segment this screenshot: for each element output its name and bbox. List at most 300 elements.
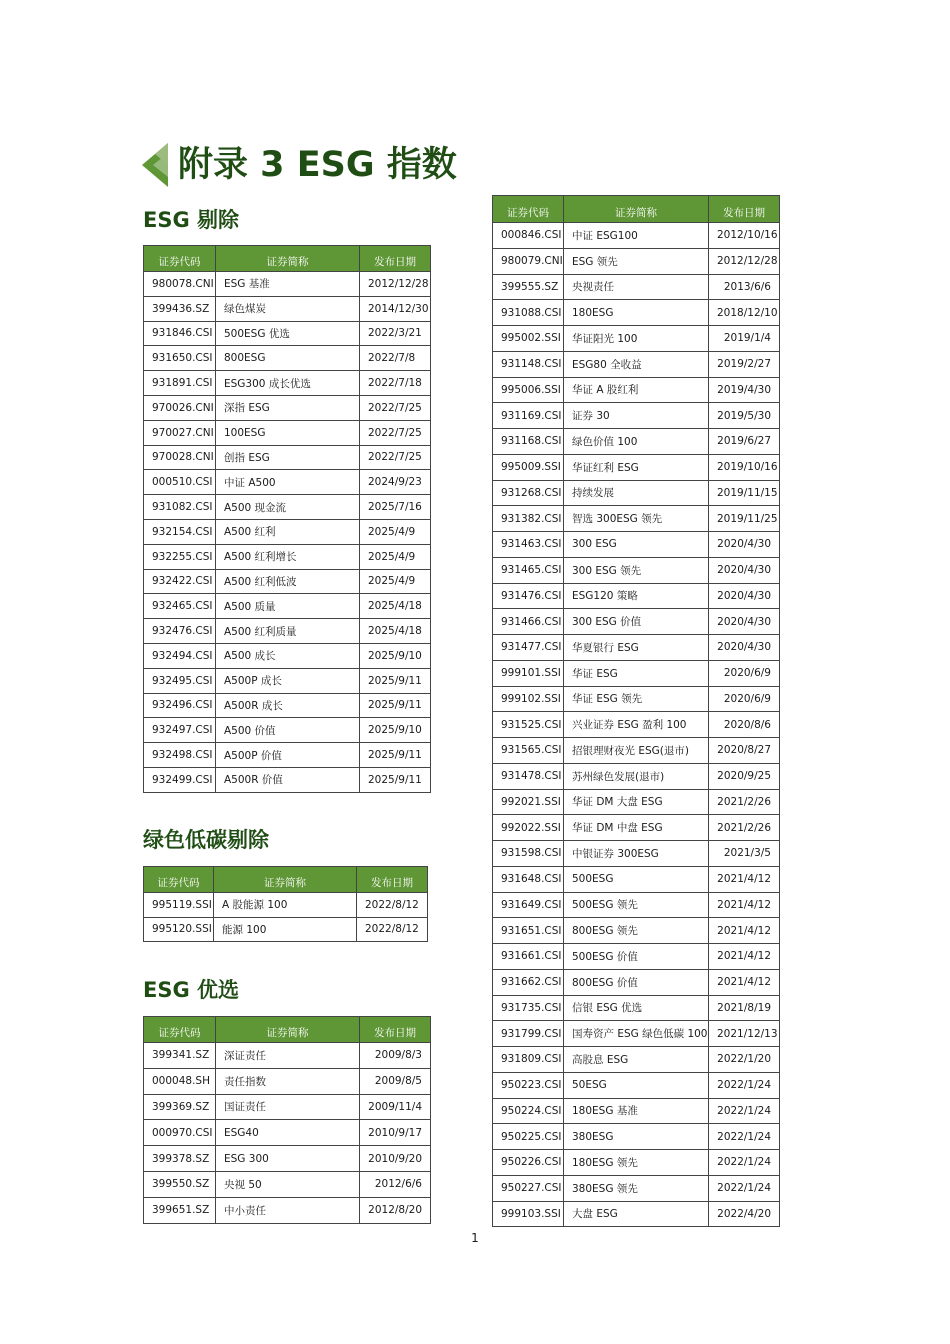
- cell-name: 国寿资产 ESG 绿色低碳 100: [564, 1021, 709, 1047]
- cell-name: 中小责任: [216, 1197, 360, 1223]
- cell-code: 399550.SZ: [144, 1171, 216, 1197]
- cell-date: 2025/4/18: [360, 594, 431, 619]
- cell-date: 2025/9/11: [360, 767, 431, 792]
- cell-date: 2021/4/12: [709, 918, 780, 944]
- cell-date: 2020/9/25: [709, 763, 780, 789]
- cell-code: 950224.CSI: [493, 1098, 564, 1124]
- table-header-row: [144, 867, 428, 893]
- table-row: [144, 1094, 431, 1120]
- logo-chevron-icon: [142, 143, 168, 187]
- cell-date: 2025/4/9: [360, 544, 431, 569]
- column-header-code: 证券代码: [144, 246, 216, 272]
- column-header-code: 证券代码: [144, 1017, 216, 1043]
- cell-code: 931799.CSI: [493, 1021, 564, 1047]
- cell-date: 2019/10/16: [709, 454, 780, 480]
- cell-code: 950227.CSI: [493, 1175, 564, 1201]
- table-row: [493, 763, 780, 789]
- table-row: [144, 495, 431, 520]
- cell-name: 信银 ESG 优选: [564, 995, 709, 1021]
- cell-name: 深指 ESG: [216, 395, 360, 420]
- cell-date: 2012/6/6: [360, 1171, 431, 1197]
- cell-name: 华证 DM 中盘 ESG: [564, 815, 709, 841]
- table-row: [144, 395, 431, 420]
- table-row: [493, 274, 780, 300]
- cell-code: 950225.CSI: [493, 1124, 564, 1150]
- cell-code: 980079.CNI: [493, 248, 564, 274]
- cell-date: 2020/6/9: [709, 686, 780, 712]
- cell-date: 2021/8/19: [709, 995, 780, 1021]
- cell-date: 2009/11/4: [360, 1094, 431, 1120]
- cell-code: 932496.CSI: [144, 693, 216, 718]
- cell-date: 2010/9/20: [360, 1146, 431, 1172]
- cell-date: 2012/8/20: [360, 1197, 431, 1223]
- cell-name: 中银证券 300ESG: [564, 841, 709, 867]
- cell-date: 2022/8/12: [357, 893, 428, 918]
- table-row: [493, 1098, 780, 1124]
- cell-code: 931662.CSI: [493, 969, 564, 995]
- cell-code: 931088.CSI: [493, 300, 564, 326]
- cell-code: 931148.CSI: [493, 351, 564, 377]
- cell-name: A500 质量: [216, 594, 360, 619]
- page-number: 1: [471, 1231, 479, 1245]
- cell-code: 000970.CSI: [144, 1120, 216, 1146]
- cell-code: 995002.SSI: [493, 326, 564, 352]
- table-row: [144, 569, 431, 594]
- cell-date: 2021/2/26: [709, 815, 780, 841]
- cell-date: 2019/4/30: [709, 377, 780, 403]
- cell-date: 2022/1/24: [709, 1098, 780, 1124]
- cell-name: 800ESG: [216, 346, 360, 371]
- cell-code: 931891.CSI: [144, 371, 216, 396]
- cell-code: 931598.CSI: [493, 841, 564, 867]
- table-row: [493, 635, 780, 661]
- table-row: [144, 893, 428, 918]
- cell-name: 智选 300ESG 领先: [564, 506, 709, 532]
- table-row: [144, 470, 431, 495]
- table-row: [493, 789, 780, 815]
- cell-name: 300 ESG 领先: [564, 557, 709, 583]
- column-header-name: 证券简称: [214, 867, 357, 893]
- table-row: [493, 403, 780, 429]
- table-header-row: [493, 196, 780, 223]
- cell-code: 931463.CSI: [493, 532, 564, 558]
- cell-code: 931169.CSI: [493, 403, 564, 429]
- cell-date: 2020/4/30: [709, 557, 780, 583]
- cell-code: 970026.CNI: [144, 395, 216, 420]
- table-row: [144, 321, 431, 346]
- cell-name: 招银理财夜光 ESG(退市): [564, 738, 709, 764]
- cell-name: 华证 ESG: [564, 660, 709, 686]
- section-title-green-lowcarbon-exclusion: 绿色低碳剔除: [143, 828, 269, 852]
- cell-code: 931565.CSI: [493, 738, 564, 764]
- cell-code: 999101.SSI: [493, 660, 564, 686]
- cell-code: 000048.SH: [144, 1068, 216, 1094]
- esg-preferred-table: [143, 1016, 431, 1224]
- table-row: [493, 326, 780, 352]
- cell-date: 2019/1/4: [709, 326, 780, 352]
- table-row: [144, 668, 431, 693]
- cell-name: A500 红利增长: [216, 544, 360, 569]
- cell-code: 970028.CNI: [144, 445, 216, 470]
- cell-name: 证券 30: [564, 403, 709, 429]
- cell-code: 931809.CSI: [493, 1047, 564, 1073]
- cell-date: 2019/6/27: [709, 429, 780, 455]
- cell-date: 2025/4/9: [360, 519, 431, 544]
- cell-name: 苏州绿色发展(退市): [564, 763, 709, 789]
- cell-date: 2025/4/18: [360, 619, 431, 644]
- cell-name: A500 红利质量: [216, 619, 360, 644]
- table-row: [493, 248, 780, 274]
- cell-name: 华证 A 股红利: [564, 377, 709, 403]
- column-header-name: 证券简称: [216, 1017, 360, 1043]
- table-row: [144, 743, 431, 768]
- cell-date: 2025/7/16: [360, 495, 431, 520]
- column-header-date: 发布日期: [360, 246, 431, 272]
- table-row: [493, 583, 780, 609]
- cell-date: 2021/3/5: [709, 841, 780, 867]
- cell-date: 2022/1/24: [709, 1175, 780, 1201]
- cell-date: 2019/11/25: [709, 506, 780, 532]
- cell-date: 2022/7/25: [360, 395, 431, 420]
- table-row: [493, 866, 780, 892]
- cell-name: A500 现金流: [216, 495, 360, 520]
- table-row: [144, 272, 431, 297]
- table-row: [144, 544, 431, 569]
- cell-name: 50ESG: [564, 1072, 709, 1098]
- cell-name: A500 红利低波: [216, 569, 360, 594]
- cell-code: 931661.CSI: [493, 944, 564, 970]
- table-row: [493, 480, 780, 506]
- cell-code: 931082.CSI: [144, 495, 216, 520]
- cell-code: 980078.CNI: [144, 272, 216, 297]
- section-title-esg-exclusion: ESG 剔除: [143, 208, 240, 232]
- cell-date: 2021/4/12: [709, 944, 780, 970]
- table-row: [493, 1072, 780, 1098]
- cell-code: 931465.CSI: [493, 557, 564, 583]
- table-row: [493, 557, 780, 583]
- cell-name: 500ESG 优选: [216, 321, 360, 346]
- cell-name: 800ESG 领先: [564, 918, 709, 944]
- table-row: [144, 693, 431, 718]
- table-row: [493, 1124, 780, 1150]
- cell-name: A500P 价值: [216, 743, 360, 768]
- table-row: [144, 1120, 431, 1146]
- cell-date: 2022/1/24: [709, 1072, 780, 1098]
- table-row: [144, 619, 431, 644]
- cell-code: 932495.CSI: [144, 668, 216, 693]
- esg-exclusion-table: [143, 245, 431, 793]
- cell-code: 931268.CSI: [493, 480, 564, 506]
- table-row: [493, 944, 780, 970]
- cell-name: 100ESG: [216, 420, 360, 445]
- cell-code: 931466.CSI: [493, 609, 564, 635]
- table-row: [144, 346, 431, 371]
- cell-name: ESG80 全收益: [564, 351, 709, 377]
- cell-date: 2019/2/27: [709, 351, 780, 377]
- column-header-code: 证券代码: [144, 867, 214, 893]
- table-row: [144, 594, 431, 619]
- page-title: 附录 3 ESG 指数: [178, 145, 457, 185]
- cell-name: 华证红利 ESG: [564, 454, 709, 480]
- cell-code: 931648.CSI: [493, 866, 564, 892]
- cell-name: 800ESG 价值: [564, 969, 709, 995]
- table-row: [144, 1171, 431, 1197]
- table-row: [144, 1146, 431, 1172]
- cell-name: 能源 100: [214, 917, 357, 942]
- cell-code: 931476.CSI: [493, 583, 564, 609]
- cell-date: 2021/12/13: [709, 1021, 780, 1047]
- cell-date: 2022/1/24: [709, 1124, 780, 1150]
- cell-date: 2014/12/30: [360, 296, 431, 321]
- table-row: [144, 420, 431, 445]
- cell-code: 931649.CSI: [493, 892, 564, 918]
- cell-code: 931846.CSI: [144, 321, 216, 346]
- table-row: [493, 1201, 780, 1227]
- cell-code: 932494.CSI: [144, 643, 216, 668]
- cell-code: 399369.SZ: [144, 1094, 216, 1120]
- table-row: [493, 660, 780, 686]
- cell-code: 995119.SSI: [144, 893, 214, 918]
- cell-code: 995120.SSI: [144, 917, 214, 942]
- cell-date: 2025/9/10: [360, 643, 431, 668]
- column-header-name: 证券简称: [216, 246, 360, 272]
- cell-date: 2020/4/30: [709, 609, 780, 635]
- cell-code: 950223.CSI: [493, 1072, 564, 1098]
- table-row: [493, 351, 780, 377]
- cell-code: 992021.SSI: [493, 789, 564, 815]
- cell-code: 995006.SSI: [493, 377, 564, 403]
- cell-date: 2022/4/20: [709, 1201, 780, 1227]
- cell-code: 399651.SZ: [144, 1197, 216, 1223]
- cell-name: A500R 价值: [216, 767, 360, 792]
- cell-date: 2020/4/30: [709, 532, 780, 558]
- cell-date: 2009/8/5: [360, 1068, 431, 1094]
- cell-date: 2021/4/12: [709, 892, 780, 918]
- table-row: [493, 712, 780, 738]
- cell-code: 931651.CSI: [493, 918, 564, 944]
- cell-code: 931477.CSI: [493, 635, 564, 661]
- table-header-row: [144, 246, 431, 272]
- cell-name: 500ESG 价值: [564, 944, 709, 970]
- cell-date: 2012/10/16: [709, 223, 780, 249]
- cell-name: ESG 领先: [564, 248, 709, 274]
- table-row: [144, 519, 431, 544]
- table-row: [144, 643, 431, 668]
- table-row: [493, 969, 780, 995]
- cell-code: 992022.SSI: [493, 815, 564, 841]
- cell-code: 932154.CSI: [144, 519, 216, 544]
- cell-date: 2020/8/6: [709, 712, 780, 738]
- table-row: [144, 917, 428, 942]
- cell-code: 970027.CNI: [144, 420, 216, 445]
- cell-name: 180ESG 基准: [564, 1098, 709, 1124]
- cell-code: 931168.CSI: [493, 429, 564, 455]
- cell-name: 华证 ESG 领先: [564, 686, 709, 712]
- cell-date: 2025/9/11: [360, 693, 431, 718]
- cell-date: 2009/8/3: [360, 1043, 431, 1069]
- cell-code: 931382.CSI: [493, 506, 564, 532]
- cell-name: 兴业证券 ESG 盈利 100: [564, 712, 709, 738]
- cell-name: A500 红利: [216, 519, 360, 544]
- table-row: [493, 1150, 780, 1176]
- table-row: [493, 454, 780, 480]
- table-row: [493, 506, 780, 532]
- cell-date: 2024/9/23: [360, 470, 431, 495]
- esg-preferred-table-continued: [492, 195, 780, 1227]
- table-row: [144, 445, 431, 470]
- table-row: [144, 1068, 431, 1094]
- column-header-date: 发布日期: [709, 196, 780, 223]
- cell-name: ESG40: [216, 1120, 360, 1146]
- cell-code: 931525.CSI: [493, 712, 564, 738]
- cell-date: 2013/6/6: [709, 274, 780, 300]
- green-lowcarbon-exclusion-table: [143, 866, 428, 942]
- cell-date: 2022/7/25: [360, 445, 431, 470]
- table-row: [493, 738, 780, 764]
- column-header-code: 证券代码: [493, 196, 564, 223]
- cell-name: 绿色价值 100: [564, 429, 709, 455]
- cell-name: 180ESG 领先: [564, 1150, 709, 1176]
- cell-date: 2022/3/21: [360, 321, 431, 346]
- cell-name: 国证责任: [216, 1094, 360, 1120]
- column-header-date: 发布日期: [357, 867, 428, 893]
- column-header-date: 发布日期: [360, 1017, 431, 1043]
- cell-code: 995009.SSI: [493, 454, 564, 480]
- cell-code: 931478.CSI: [493, 763, 564, 789]
- cell-date: 2021/2/26: [709, 789, 780, 815]
- column-header-name: 证券简称: [564, 196, 709, 223]
- table-row: [493, 686, 780, 712]
- cell-name: 中证 A500: [216, 470, 360, 495]
- cell-date: 2018/12/10: [709, 300, 780, 326]
- table-row: [493, 429, 780, 455]
- cell-name: A500 成长: [216, 643, 360, 668]
- cell-code: 000510.CSI: [144, 470, 216, 495]
- cell-code: 932422.CSI: [144, 569, 216, 594]
- cell-date: 2020/4/30: [709, 583, 780, 609]
- cell-name: 创指 ESG: [216, 445, 360, 470]
- cell-name: 华证阳光 100: [564, 326, 709, 352]
- cell-date: 2010/9/17: [360, 1120, 431, 1146]
- cell-name: A 股能源 100: [214, 893, 357, 918]
- cell-date: 2020/4/30: [709, 635, 780, 661]
- cell-name: A500 价值: [216, 718, 360, 743]
- cell-date: 2021/4/12: [709, 969, 780, 995]
- section-title-esg-preferred: ESG 优选: [143, 978, 240, 1002]
- cell-name: 大盘 ESG: [564, 1201, 709, 1227]
- table-row: [493, 377, 780, 403]
- cell-name: ESG 基准: [216, 272, 360, 297]
- cell-name: A500P 成长: [216, 668, 360, 693]
- cell-date: 2020/6/9: [709, 660, 780, 686]
- cell-name: A500R 成长: [216, 693, 360, 718]
- cell-name: 深证责任: [216, 1043, 360, 1069]
- cell-name: 央视 50: [216, 1171, 360, 1197]
- table-row: [493, 1175, 780, 1201]
- table-row: [144, 1043, 431, 1069]
- cell-name: 绿色煤炭: [216, 296, 360, 321]
- cell-name: 300 ESG: [564, 532, 709, 558]
- cell-code: 999103.SSI: [493, 1201, 564, 1227]
- cell-name: 500ESG 领先: [564, 892, 709, 918]
- cell-code: 931735.CSI: [493, 995, 564, 1021]
- table-row: [493, 223, 780, 249]
- table-row: [493, 1047, 780, 1073]
- cell-date: 2019/5/30: [709, 403, 780, 429]
- table-row: [144, 296, 431, 321]
- cell-code: 999102.SSI: [493, 686, 564, 712]
- table-row: [493, 918, 780, 944]
- cell-date: 2025/9/11: [360, 668, 431, 693]
- cell-code: 399378.SZ: [144, 1146, 216, 1172]
- cell-name: 央视责任: [564, 274, 709, 300]
- cell-code: 399436.SZ: [144, 296, 216, 321]
- cell-code: 931650.CSI: [144, 346, 216, 371]
- cell-code: 399555.SZ: [493, 274, 564, 300]
- cell-name: ESG 300: [216, 1146, 360, 1172]
- cell-date: 2025/4/9: [360, 569, 431, 594]
- cell-date: 2020/8/27: [709, 738, 780, 764]
- cell-date: 2022/7/25: [360, 420, 431, 445]
- cell-code: 932255.CSI: [144, 544, 216, 569]
- table-row: [144, 1197, 431, 1223]
- table-row: [493, 532, 780, 558]
- table-row: [493, 815, 780, 841]
- table-row: [144, 371, 431, 396]
- cell-code: 932497.CSI: [144, 718, 216, 743]
- cell-date: 2022/8/12: [357, 917, 428, 942]
- cell-date: 2022/7/8: [360, 346, 431, 371]
- table-row: [493, 300, 780, 326]
- cell-name: 责任指数: [216, 1068, 360, 1094]
- cell-name: 持续发展: [564, 480, 709, 506]
- table-header-row: [144, 1017, 431, 1043]
- cell-date: 2025/9/10: [360, 718, 431, 743]
- table-row: [493, 609, 780, 635]
- table-row: [144, 718, 431, 743]
- cell-name: 380ESG: [564, 1124, 709, 1150]
- cell-name: 180ESG: [564, 300, 709, 326]
- cell-code: 000846.CSI: [493, 223, 564, 249]
- cell-name: 500ESG: [564, 866, 709, 892]
- cell-date: 2012/12/28: [360, 272, 431, 297]
- cell-name: 380ESG 领先: [564, 1175, 709, 1201]
- cell-code: 932465.CSI: [144, 594, 216, 619]
- table-row: [493, 841, 780, 867]
- cell-name: 中证 ESG100: [564, 223, 709, 249]
- cell-date: 2022/7/18: [360, 371, 431, 396]
- cell-name: 300 ESG 价值: [564, 609, 709, 635]
- cell-date: 2019/11/15: [709, 480, 780, 506]
- cell-date: 2022/1/20: [709, 1047, 780, 1073]
- cell-name: ESG300 成长优选: [216, 371, 360, 396]
- cell-name: ESG120 策略: [564, 583, 709, 609]
- cell-date: 2025/9/11: [360, 743, 431, 768]
- cell-name: 华证 DM 大盘 ESG: [564, 789, 709, 815]
- table-row: [493, 995, 780, 1021]
- cell-code: 950226.CSI: [493, 1150, 564, 1176]
- cell-code: 932476.CSI: [144, 619, 216, 644]
- cell-date: 2021/4/12: [709, 866, 780, 892]
- cell-name: 华夏银行 ESG: [564, 635, 709, 661]
- cell-name: 高股息 ESG: [564, 1047, 709, 1073]
- table-row: [493, 1021, 780, 1047]
- cell-code: 932498.CSI: [144, 743, 216, 768]
- cell-date: 2012/12/28: [709, 248, 780, 274]
- cell-code: 399341.SZ: [144, 1043, 216, 1069]
- table-row: [493, 892, 780, 918]
- table-row: [144, 767, 431, 792]
